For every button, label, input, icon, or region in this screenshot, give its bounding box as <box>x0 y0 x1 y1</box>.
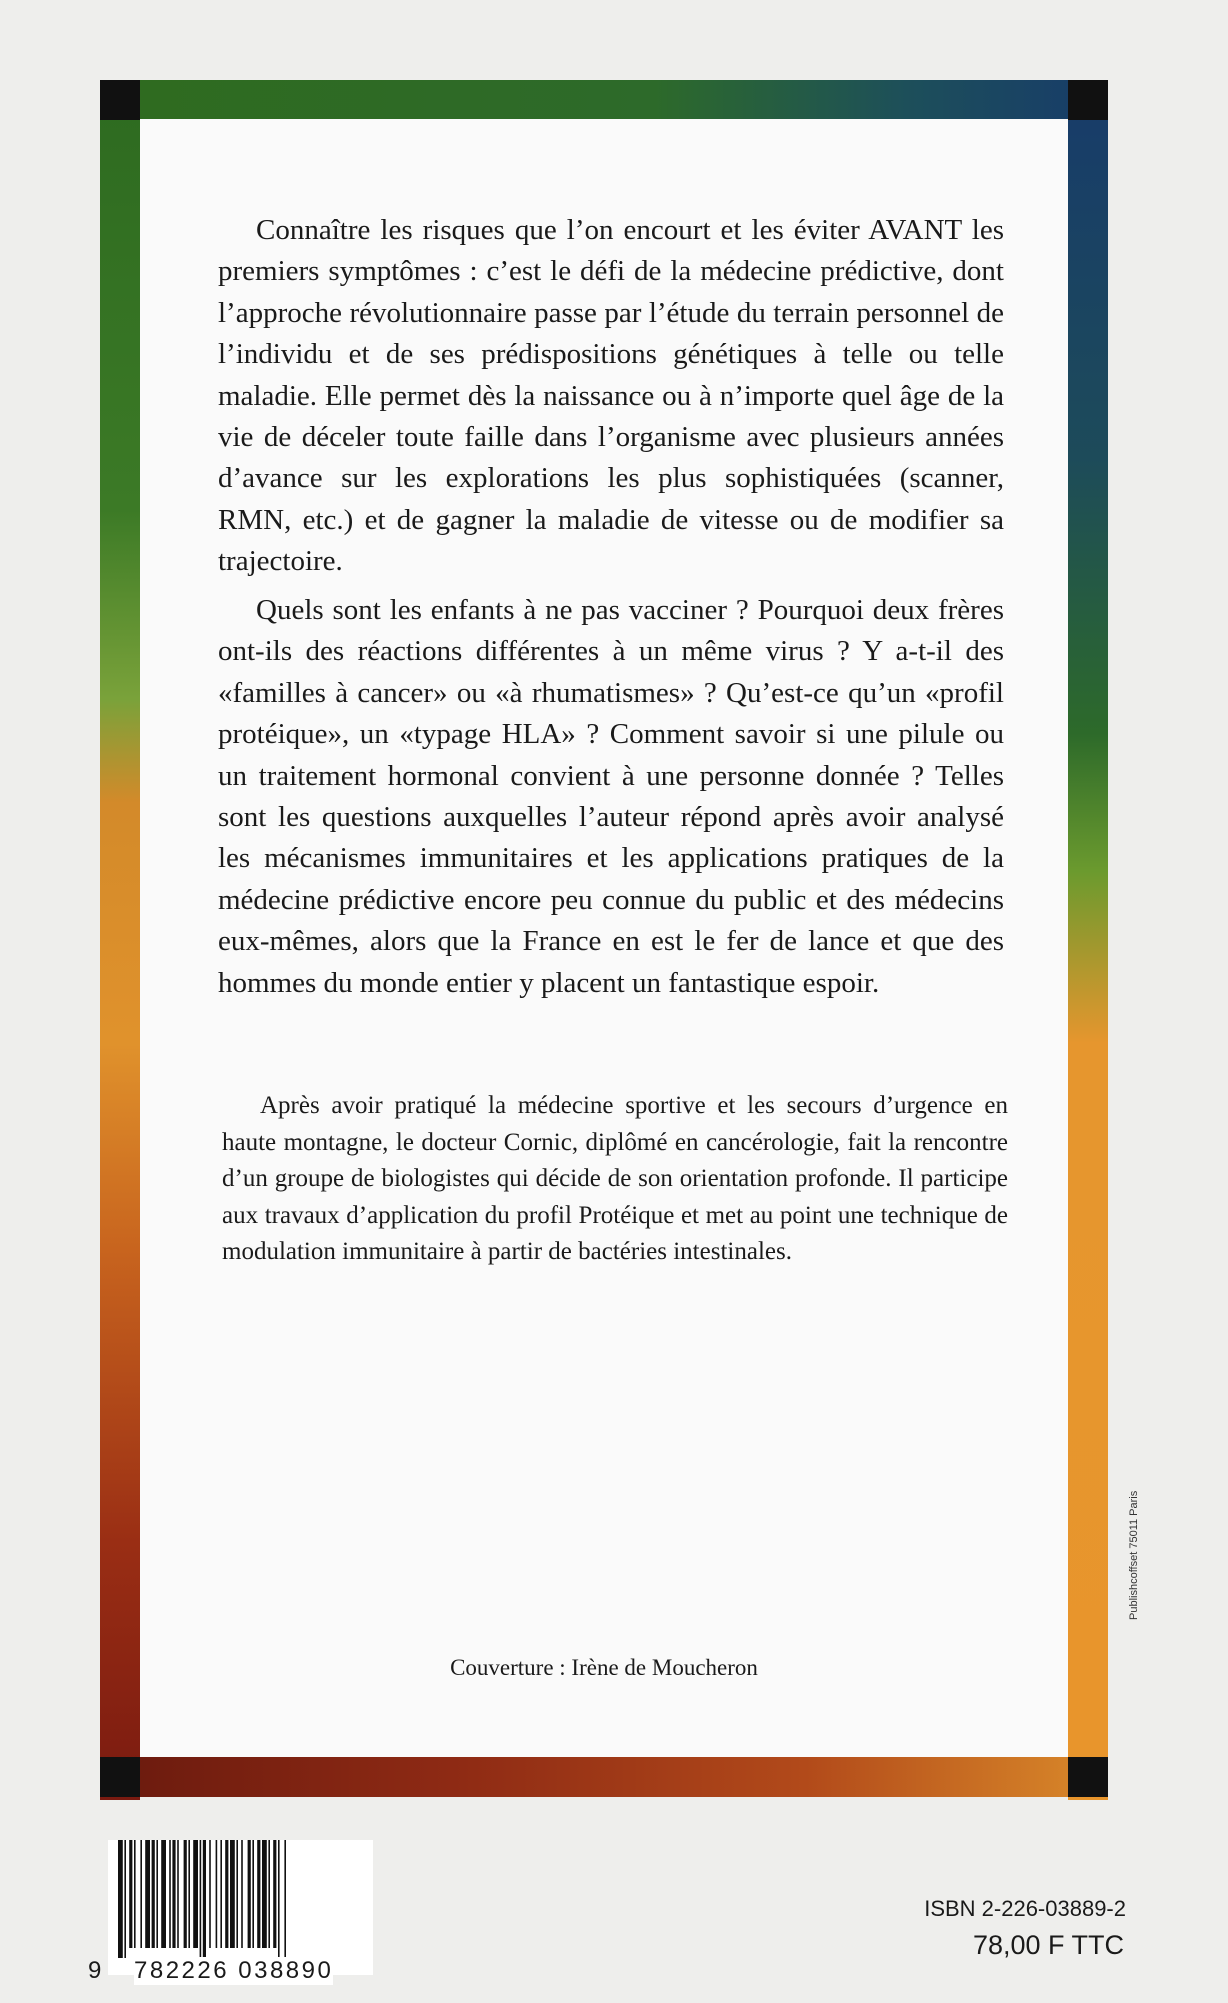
blurb-text-1: Connaître les risques que l’on encourt et les éviter AVANT les premiers symptômes : c’est le défi de la médecine prédictive, dont l’approche révolutionnaire passe par l’étude du terrain personnel de l’individu et de ses prédispositions génétiques à telle ou telle maladie. Elle permet dès la naissance ou à n’importe quel âge de la vie de déceler toute faille dans l’organisme avec plusieurs années d’avance sur les explorations les plus sophistiquées (scanner, RMN, etc.) et de gagner la maladie de vitesse ou de modifier sa trajectoire. <box>218 214 1004 578</box>
barcode-bar <box>252 1840 254 1948</box>
barcode-bar <box>284 1840 286 1958</box>
barcode-bar <box>203 1840 206 1958</box>
barcode-bar <box>268 1840 270 1948</box>
author-bio-text: Après avoir pratiqué la médecine sportive et les secours d’urgence en haute montagne, le docteur Cornic, diplômé en cancérologie, fait la rencontre d’un groupe de biologistes qui décide de son orientation profonde. Il participe aux travaux d’application du profil Protéique et met au point une technique de modulation immunitaire à partir de bactéries intestinales. <box>222 1092 1008 1266</box>
barcode-bar <box>193 1840 198 1948</box>
barcode-bar <box>118 1840 123 1958</box>
barcode-bar <box>188 1840 190 1948</box>
barcode-bar <box>262 1840 267 1948</box>
barcode-bar <box>145 1840 150 1948</box>
isbn: ISBN 2-226-03889-2 <box>924 1896 1126 1921</box>
blurb-paragraph-2 <box>218 590 1004 1004</box>
barcode-bar <box>152 1840 155 1948</box>
printer-mark: Publishcoffset 75011 Paris <box>1128 1490 1140 1620</box>
barcode-digits: 782226 038890 <box>134 1957 334 1984</box>
barcode-bar <box>129 1840 132 1948</box>
barcode-bar <box>169 1840 171 1948</box>
blurb-text-2: Quels sont les enfants à ne pas vacciner ? Pourquoi deux frères ont-ils des réactions différentes à un même virus ? Y a-t-il des «familles à cancer» ou «à rhumatismes» ? Qu’est-ce qu’un «profil protéique», un «typage HLA» ? Comment savoir si une pilule ou un traitement hormonal convient à une personne donnée ? Telles sont les questions auxquelles l’auteur répond après avoir analysé les mécanismes immunitaires et les applications pratiques de la médecine prédictive encore peu connue du public et des médecins eux-mêmes, alors que la France en est le fer de lance et que des hommes du monde entier y placent un fantastique espoir. <box>218 594 1004 999</box>
barcode-bar <box>209 1840 211 1948</box>
barcode-bar <box>216 1840 218 1948</box>
barcode-bar <box>172 1840 175 1948</box>
barcode-bar <box>177 1840 179 1948</box>
barcode-bar <box>161 1840 166 1948</box>
barcode-bar <box>220 1840 222 1948</box>
author-bio <box>222 1088 1008 1271</box>
barcode-bar <box>200 1840 202 1958</box>
barcode-bar <box>134 1840 136 1948</box>
frame-bottom-bar <box>100 1757 1108 1797</box>
barcode-bar <box>278 1840 280 1958</box>
barcode-bar <box>140 1840 142 1948</box>
barcode-bar <box>236 1840 238 1948</box>
blurb-paragraph-1 <box>218 210 1004 583</box>
frame-corner-top-right <box>1068 80 1108 120</box>
frame-corner-bottom-right <box>1068 1757 1108 1797</box>
price: 78,00 F TTC <box>972 1930 1124 1960</box>
barcode-bar <box>124 1840 126 1958</box>
barcode-bar <box>273 1840 276 1948</box>
barcode-bar <box>156 1840 158 1948</box>
barcode-bar <box>257 1840 260 1948</box>
barcode-bar <box>241 1840 243 1948</box>
frame-right-bar <box>1068 80 1108 1800</box>
barcode-bar <box>225 1840 228 1948</box>
frame-corner-bottom-left <box>100 1757 140 1797</box>
barcode <box>108 1840 373 1975</box>
frame-corner-top-left <box>100 80 140 120</box>
barcode-bar <box>230 1840 235 1948</box>
barcode-first-digit: 9 <box>88 1957 102 1984</box>
frame-top-bar <box>100 80 1108 119</box>
barcode-bar <box>184 1840 187 1948</box>
barcode-bar <box>248 1840 251 1948</box>
barcode-bars <box>116 1840 366 1958</box>
cover-credit: Couverture : Irène de Moucheron <box>450 1655 758 1680</box>
frame-left-bar <box>100 80 140 1800</box>
